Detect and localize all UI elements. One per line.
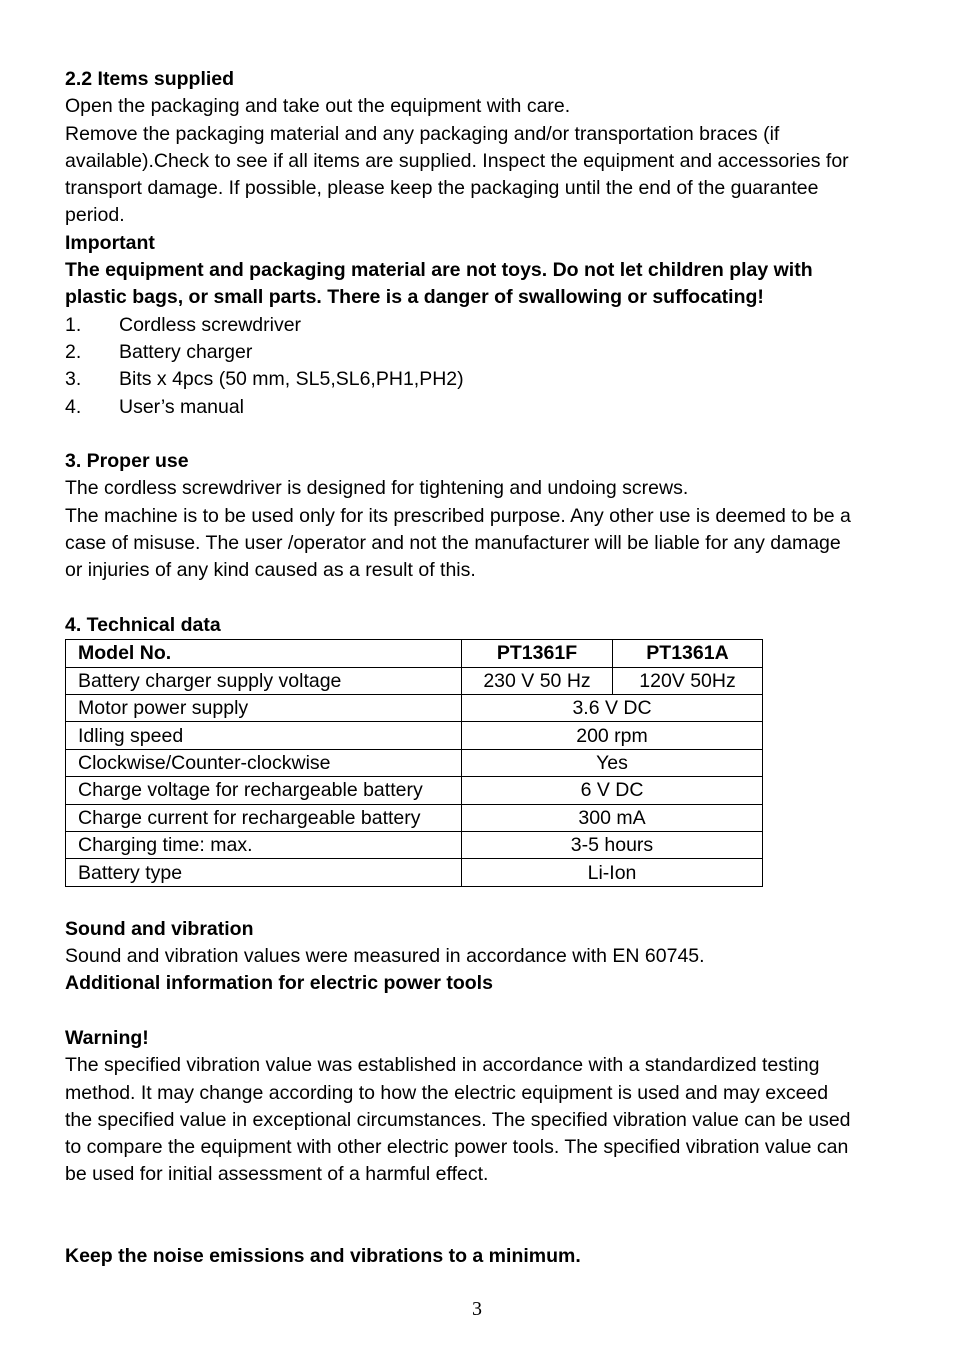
warning-heading: Warning! (65, 1026, 149, 1049)
table-cell-value: 300 mA (462, 804, 763, 831)
list-text: Bits x 4pcs (50 mm, SL5,SL6,PH1,PH2) (119, 368, 464, 391)
table-cell-value: 230 V 50 Hz (462, 667, 613, 694)
paragraph-line: period. (65, 204, 125, 227)
page-number: 3 (472, 1298, 482, 1320)
paragraph-line: Sound and vibration values were measured in accordance with EN 60745. (65, 945, 705, 968)
table-header-cell: Model No. (66, 640, 462, 667)
list-number: 2. (65, 340, 82, 363)
paragraph-line: method. It may change according to how the electric equipment is used and may exceed (65, 1081, 829, 1104)
table-cell-value: 120V 50Hz (613, 667, 763, 694)
table-header-cell: PT1361F (462, 640, 613, 667)
section-heading-technical-data: 4. Technical data (65, 613, 221, 636)
table-cell-label: Battery charger supply voltage (66, 667, 462, 694)
table-header-row (66, 640, 763, 667)
technical-data-table (65, 639, 763, 887)
paragraph-line: The specified vibration value was established in accordance with a standardized testing (65, 1054, 820, 1077)
table-cell-label: Battery type (66, 859, 462, 886)
important-text: The equipment and packaging material are not toys. Do not let children play with (65, 259, 813, 282)
important-label: Important (65, 231, 155, 254)
section-heading-sound: Sound and vibration (65, 917, 254, 940)
table-row (66, 749, 763, 776)
paragraph-line: The machine is to be used only for its prescribed purpose. Any other use is deemed to be a (65, 504, 851, 527)
list-item (65, 339, 895, 366)
table-row (66, 722, 763, 749)
table-cell-value: Yes (462, 749, 763, 776)
subheading-additional-info: Additional information for electric power tools (65, 972, 493, 995)
paragraph-line: the specified value in exceptional circumstances. The specified vibration value can be used (65, 1108, 851, 1131)
table-cell-value: 6 V DC (462, 777, 763, 804)
paragraph-line: to compare the equipment with other electric power tools. The specified vibration value can (65, 1136, 849, 1159)
section-heading-items-supplied: 2.2 Items supplied (65, 68, 235, 90)
paragraph-line: or injuries of any kind caused as a result of this. (65, 559, 476, 582)
paragraph-line: transport damage. If possible, please keep the packaging until the end of the guarantee (65, 177, 819, 200)
paragraph: Open the packaging and take out the equipment with care. (65, 95, 571, 118)
table-header-cell: PT1361A (613, 640, 763, 667)
list-number: 3. (65, 368, 82, 391)
closing-statement: Keep the noise emissions and vibrations to a minimum. (65, 1244, 581, 1267)
list-number: 1. (65, 313, 82, 336)
important-text: plastic bags, or small parts. There is a danger of swallowing or suffocating! (65, 286, 764, 309)
table-row (66, 667, 763, 694)
list-text: Battery charger (119, 340, 253, 363)
table-cell-label: Motor power supply (66, 695, 462, 722)
table-cell-label: Charge voltage for rechargeable battery (66, 777, 462, 804)
list-text: Cordless screwdriver (119, 313, 302, 336)
table-cell-label: Clockwise/Counter-clockwise (66, 749, 462, 776)
list-number: 4. (65, 395, 82, 418)
list-item (65, 312, 895, 339)
table-cell-label: Idling speed (66, 722, 462, 749)
table-cell-value: 3.6 V DC (462, 695, 763, 722)
table-row (66, 831, 763, 858)
list-item (65, 394, 895, 421)
paragraph-line: Remove the packaging material and any packaging and/or transportation braces (if (65, 122, 780, 145)
table-row (66, 859, 763, 886)
paragraph-line: case of misuse. The user /operator and not the manufacturer will be liable for any damage (65, 532, 841, 555)
table-row (66, 804, 763, 831)
document-page (65, 66, 895, 1270)
table-cell-value: 3-5 hours (462, 831, 763, 858)
paragraph-line: The cordless screwdriver is designed for tightening and undoing screws. (65, 477, 689, 500)
paragraph-line: be used for initial assessment of a harmful effect. (65, 1163, 489, 1186)
list-text: User’s manual (119, 395, 244, 418)
table-cell-value: Li-Ion (462, 859, 763, 886)
paragraph-line: available).Check to see if all items are supplied. Inspect the equipment and accessories for (65, 149, 849, 172)
table-cell-label: Charging time: max. (66, 831, 462, 858)
table-cell-value: 200 rpm (462, 722, 763, 749)
table-row (66, 695, 763, 722)
list-item (65, 366, 895, 393)
table-cell-label: Charge current for rechargeable battery (66, 804, 462, 831)
table-row (66, 777, 763, 804)
section-heading-proper-use: 3. Proper use (65, 450, 189, 473)
